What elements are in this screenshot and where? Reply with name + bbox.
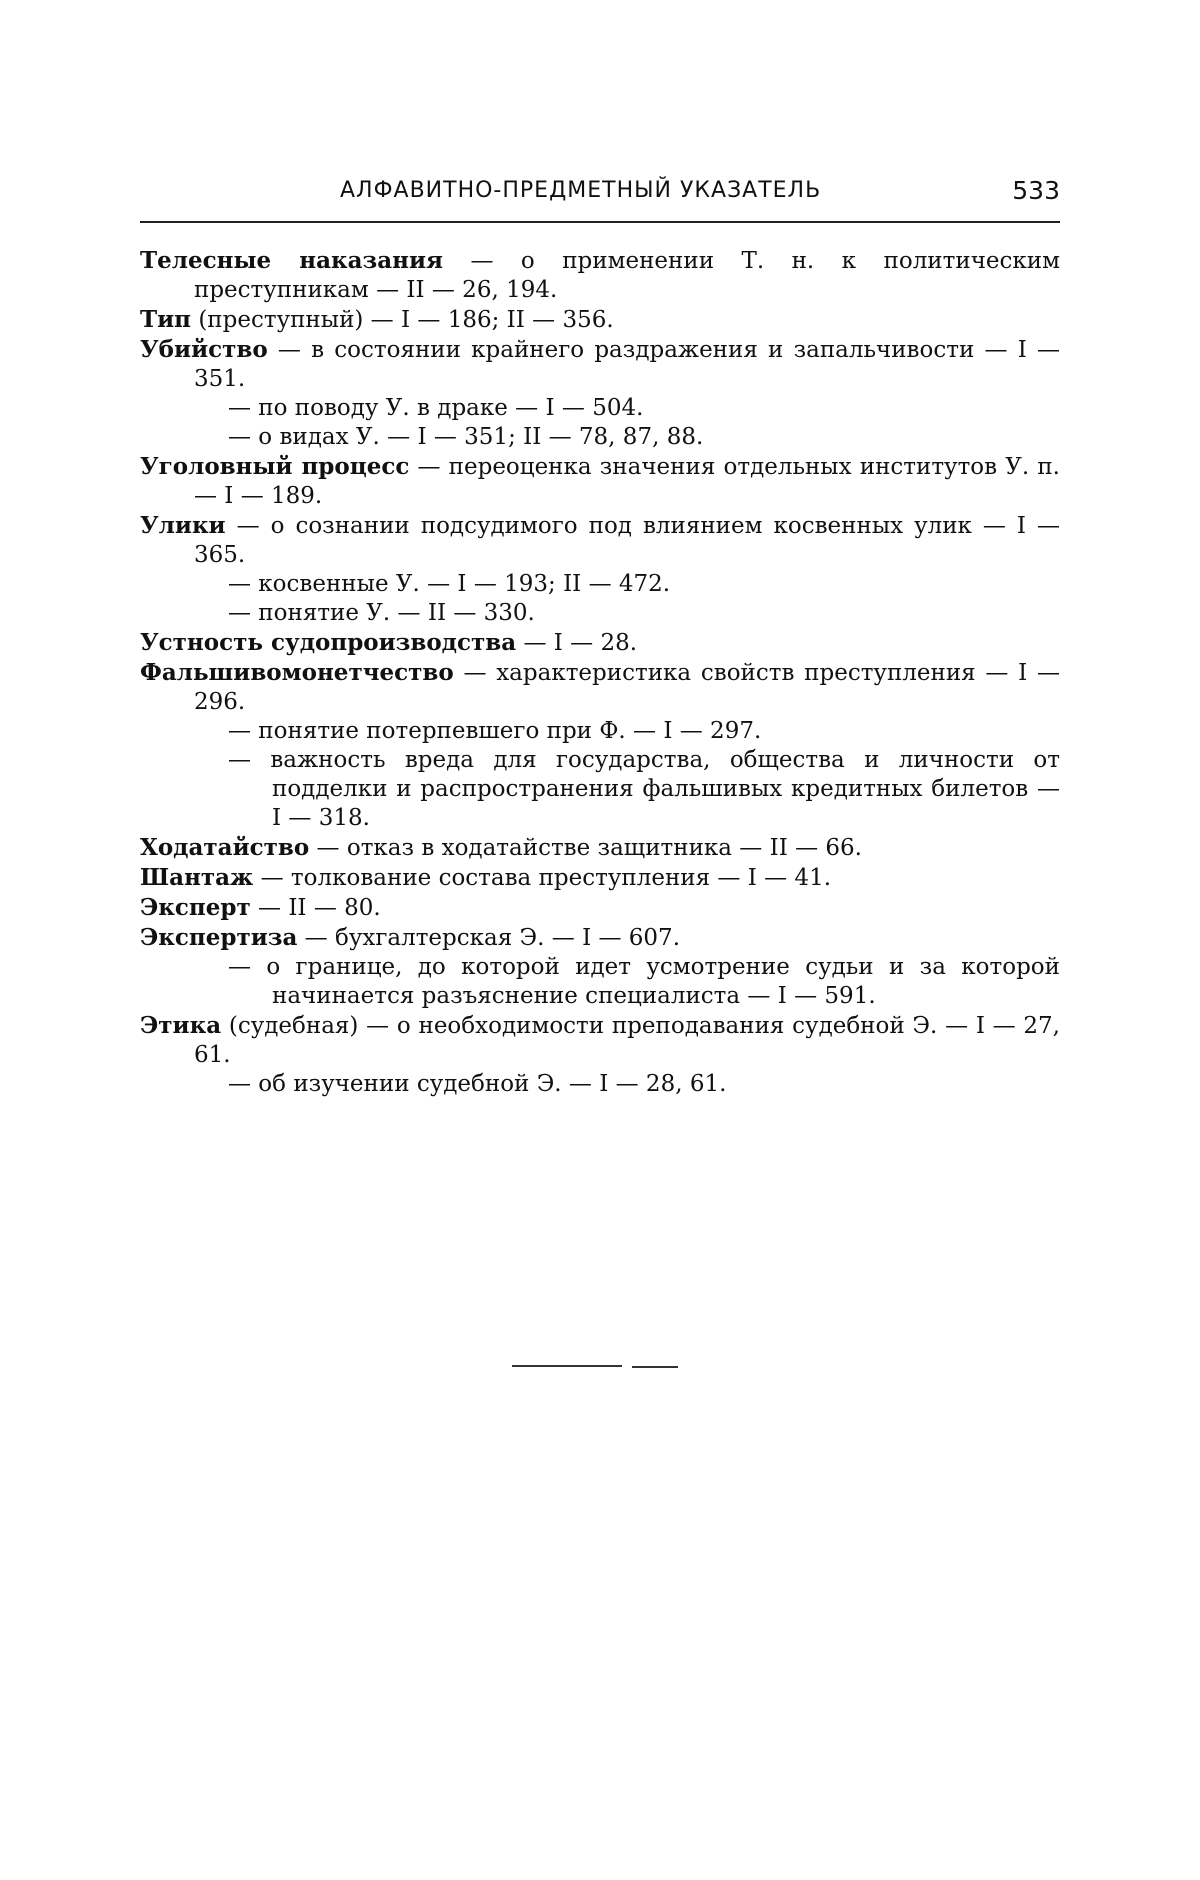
index-entry <box>140 1011 1060 1070</box>
index-term: Уголовный процесс <box>140 453 410 480</box>
index-locator: — толкование состава преступления — I — 41. <box>253 865 832 891</box>
index-subentry: — важность вреда для государства, общества и личности от подделки и распространения фальшивых кредитных билетов — I — 318. <box>228 747 1060 831</box>
index-list <box>140 246 1060 1099</box>
index-subentry: — по поводу У. в драке — I — 504. <box>228 395 644 421</box>
end-ornament-segment <box>632 1366 678 1368</box>
index-term: Ходатайство <box>140 834 310 861</box>
index-term: Эксперт <box>140 894 251 921</box>
index-entry <box>140 452 1060 511</box>
index-locator: — переоценка значения отдельных институтов У. п. — I — 189. <box>194 454 1060 509</box>
index-subentry: — понятие потерпевшего при Ф. — I — 297. <box>228 718 762 744</box>
index-subentry: — косвенные У. — I — 193; II — 472. <box>228 571 671 597</box>
index-locator: — о применении Т. н. к политическим преступникам — II — 26, 194. <box>194 248 1060 303</box>
index-entry <box>140 335 1060 394</box>
index-term: Тип <box>140 306 192 333</box>
index-locator: — I — 28. <box>516 630 638 656</box>
index-locator: — II — 80. <box>250 895 381 921</box>
index-locator: — о сознании подсудимого под влиянием косвенных улик — I — 365. <box>194 513 1060 568</box>
end-ornament-segment <box>512 1365 622 1367</box>
running-title: АЛФАВИТНО-ПРЕДМЕТНЫЙ УКАЗАТЕЛЬ <box>340 178 822 203</box>
page-number: 533 <box>1012 176 1060 205</box>
index-locator: — характеристика свойств преступления — I — 296. <box>194 660 1060 715</box>
index-locator: (судебная) — о необходимости преподавания судебной Э. — I — 27, 61. <box>194 1013 1060 1068</box>
index-subentry: — понятие У. — II — 330. <box>228 600 535 626</box>
index-term: Телесные наказания <box>140 247 443 274</box>
index-locator: (преступный) — I — 186; II — 356. <box>191 307 614 333</box>
index-term: Устность судопроизводства <box>140 629 517 656</box>
end-ornament <box>512 1363 680 1371</box>
index-term: Фальшивомонетчество <box>140 659 454 686</box>
index-entry <box>140 833 1060 863</box>
index-entry <box>140 923 1060 953</box>
index-locator: — в состоянии крайнего раздражения и запальчивости — I — 351. <box>194 337 1060 392</box>
index-entry <box>140 511 1060 570</box>
index-entry <box>140 305 1060 335</box>
header-rule <box>140 221 1060 223</box>
index-subentry: — об изучении судебной Э. — I — 28, 61. <box>228 1071 727 1097</box>
index-entry <box>140 628 1060 658</box>
index-entry <box>140 246 1060 305</box>
index-entry <box>140 658 1060 717</box>
index-locator: — отказ в ходатайстве защитника — II — 66. <box>309 835 862 861</box>
index-term: Этика <box>140 1012 222 1039</box>
index-subentry: — о границе, до которой идет усмотрение судьи и за которой начинается разъяснение специалиста — I — 591. <box>228 954 1060 1009</box>
index-term: Экспертиза <box>140 924 298 951</box>
index-subentry: — о видах У. — I — 351; II — 78, 87, 88. <box>228 424 704 450</box>
index-entry <box>140 863 1060 893</box>
index-term: Убийство <box>140 336 268 363</box>
index-term: Улики <box>140 512 226 539</box>
index-term: Шантаж <box>140 864 254 891</box>
index-locator: — бухгалтерская Э. — I — 607. <box>297 925 681 951</box>
running-head <box>140 176 1060 222</box>
index-entry <box>140 893 1060 923</box>
